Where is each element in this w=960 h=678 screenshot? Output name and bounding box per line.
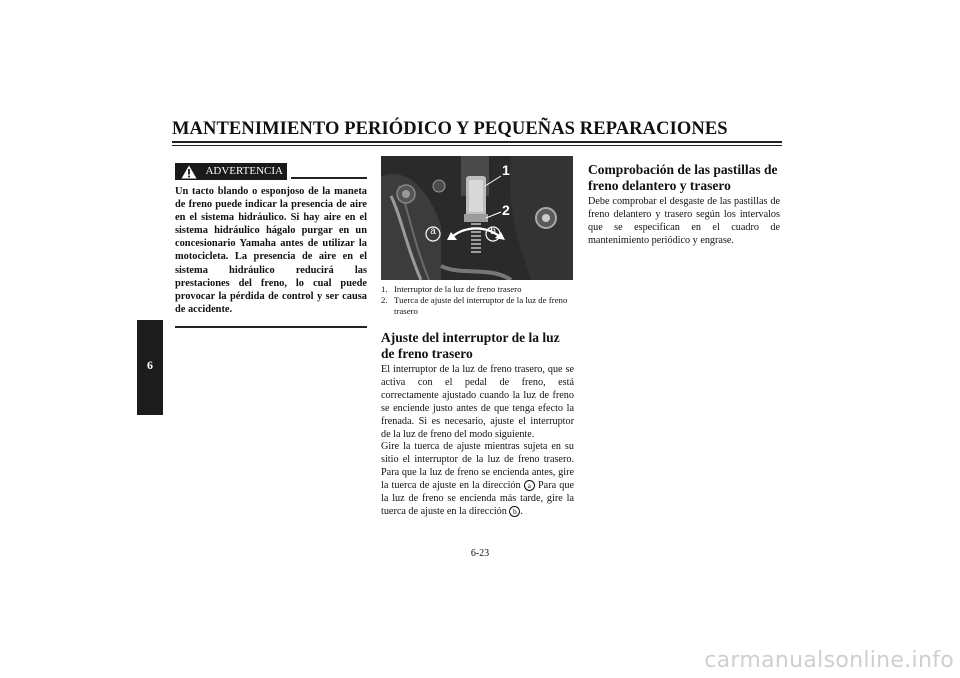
warning-box (175, 163, 367, 328)
paragraph-text: . (520, 505, 523, 517)
watermark: carmanualsonline.info (704, 648, 954, 673)
chapter-number: 6 (147, 358, 153, 372)
header-rule-thin (172, 145, 782, 146)
paragraph-text: Para que la luz de freno se encienda más tarde, gire la tuerca de ajuste en la dirección (381, 480, 575, 517)
page-number: 6-23 (470, 548, 490, 559)
brake-switch-photo (381, 156, 573, 280)
caption-text: Tuerca de ajuste del interruptor de la luz de freno trasero (394, 295, 568, 316)
warning-rule-top (291, 177, 367, 179)
callout-2: 2 (502, 202, 510, 218)
page-title: MANTENIMIENTO PERIÓDICO Y PEQUEÑAS REPARACIONES (172, 119, 728, 139)
caption-number: 1. (381, 284, 388, 294)
brake-light-section (381, 330, 574, 519)
caption-item (381, 295, 576, 317)
caption-number: 2. (381, 295, 388, 305)
section-title: Ajuste del interruptor de la luz de freno trasero (381, 330, 560, 361)
callout-1: 1 (502, 162, 510, 178)
warning-icon (181, 165, 197, 179)
direction-b-marker: b (509, 506, 520, 517)
section-paragraph: Debe comprobar el desgaste de las pastillas de freno delantero y trasero según los intervalos que se especifican en el cuadro de mantenimiento periódico y engrase. (588, 196, 780, 246)
warning-badge (175, 163, 287, 180)
warning-header (175, 163, 367, 181)
figure-captions (381, 284, 576, 317)
section-paragraph: El interruptor de la luz de freno trasero, que se activa con el pedal de freno, está correctamente ajustado cuando la luz de freno se enciende justo antes de que tenga efecto la frenada. Si es necesario, ajuste el interruptor de la luz de freno del modo siguiente. (381, 364, 574, 440)
direction-b-label: b (490, 226, 496, 237)
brake-pads-section (588, 162, 780, 248)
caption-item (381, 284, 576, 295)
warning-text: Un tacto blando o esponjoso de la maneta de freno puede indicar la presencia de aire en el sistema hidráulico. Si hay aire en el sistema hidráulico hágalo purgar en un concesionario Yamaha antes de utilizar la motocicleta. La presencia de aire en el sistema hidráulico reducirá las prestaciones del freno, lo cual puede provocar la pérdida de control y ser causa de accidente. (175, 186, 367, 315)
chapter-tab (137, 320, 163, 415)
paragraph-text: Gire la tuerca de ajuste mientras sujeta en su sitio el interruptor de la luz de freno trasero. Para que la luz de freno se encienda antes, gire la tuerca de ajuste en la dirección (381, 441, 574, 492)
section-title: Comprobación de las pastillas de freno delantero y trasero (588, 162, 778, 193)
direction-a-marker: a (524, 480, 535, 491)
warning-rule-bottom (175, 326, 367, 328)
photo-illustration (381, 156, 573, 280)
direction-a-label: a (430, 226, 436, 237)
header-rule (172, 141, 782, 143)
caption-text: Interruptor de la luz de freno trasero (394, 284, 522, 294)
warning-label: ADVERTENCIA (205, 165, 283, 177)
section-paragraph (381, 441, 574, 518)
